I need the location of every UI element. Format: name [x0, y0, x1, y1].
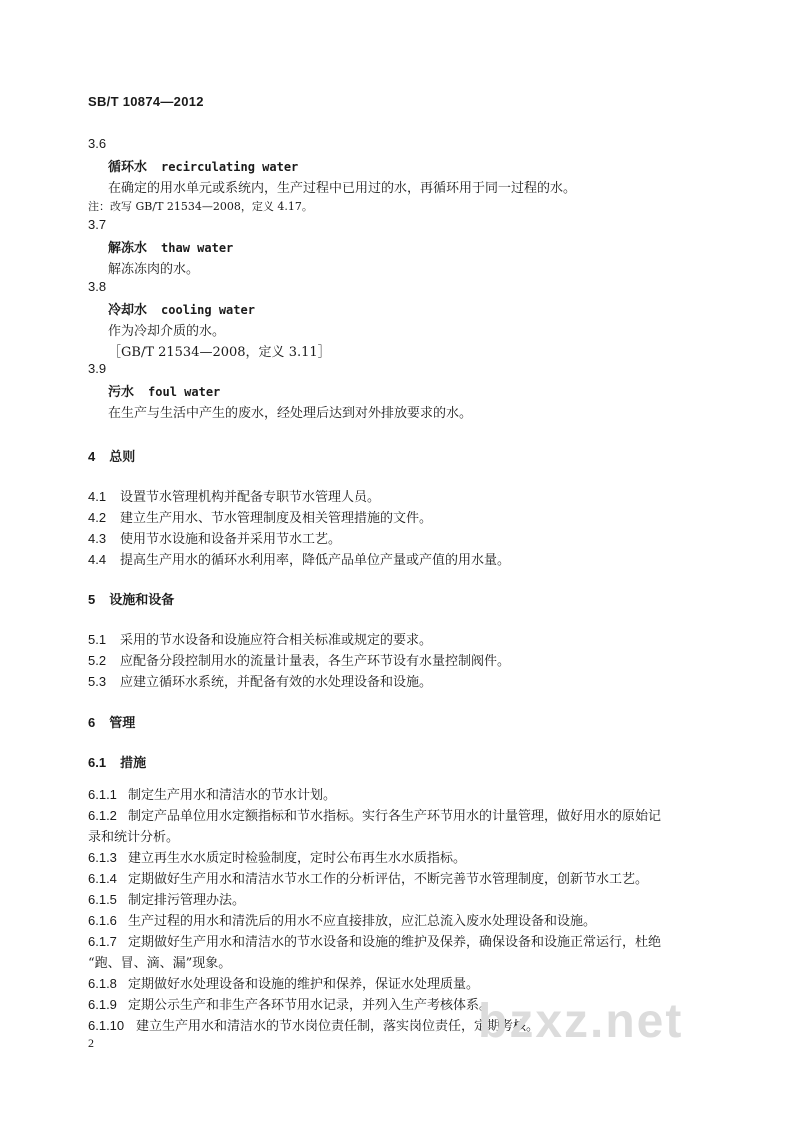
term-definition: 作为冷却介质的水。	[108, 324, 226, 339]
term-heading	[108, 237, 233, 256]
term-en: recirculating water	[161, 160, 299, 174]
clause: 6.1.2 制定产品单位用水定额指标和节水指标。实行各生产环节用水的计量管理，做好用水的原始记	[88, 808, 662, 824]
clause: 6.1.1 制定生产用水和清洁水的节水计划。	[88, 787, 337, 803]
page-number: 2	[88, 1036, 94, 1050]
term-number: 3.6	[88, 136, 107, 151]
term-heading	[108, 299, 255, 318]
term-definition: 在确定的用水单元或系统内，生产过程中已用过的水，再循环用于同一过程的水。	[108, 181, 577, 196]
term-definition: 解冻冻肉的水。	[108, 262, 200, 277]
term-note: 注：改写 GB/T 21534—2008，定义 4.17。	[88, 200, 313, 213]
clause: 6.1.6 生产过程的用水和清洗后的用水不应直接排放，应汇总流入废水处理设备和设施。	[88, 913, 597, 929]
section-heading: 6 管理	[88, 715, 136, 731]
clause: 4.4 提高生产用水的循环水利用率，降低产品单位产量或产值的用水量。	[88, 552, 511, 568]
clause: 5.2 应配备分段控制用水的流量计量表，各生产环节设有水量控制阀件。	[88, 653, 511, 669]
watermark: bzxz.net	[478, 995, 684, 1048]
clause: 6.1.5 制定排污管理办法。	[88, 892, 246, 908]
term-zh: 污水	[108, 385, 135, 400]
section-heading: 5 设施和设备	[88, 592, 175, 608]
standard-number: SB/T 10874—2012	[88, 94, 204, 109]
clause: 6.1.10 建立生产用水和清洁水的节水岗位责任制，落实岗位责任，定期考核。	[88, 1018, 540, 1034]
clause: 6.1.4 定期做好生产用水和清洁水节水工作的分析评估，不断完善节水管理制度，创新节水工艺。	[88, 871, 649, 887]
clause: 4.3 使用节水设施和设备并采用节水工艺。	[88, 531, 342, 547]
term-en: thaw water	[161, 241, 234, 255]
term-source: ［GB/T 21534—2008，定义 3.11］	[108, 345, 331, 360]
term-heading	[108, 156, 298, 175]
clause: 6.1.8 定期做好水处理设备和设施的维护和保养，保证水处理质量。	[88, 976, 480, 992]
term-en: cooling water	[161, 303, 255, 317]
clause: 5.1 采用的节水设备和设施应符合相关标准或规定的要求。	[88, 632, 433, 648]
section-heading: 4 总则	[88, 449, 136, 465]
term-zh: 冷却水	[108, 303, 148, 318]
clause: 4.2 建立生产用水、节水管理制度及相关管理措施的文件。	[88, 510, 433, 526]
clause: 6.1.3 建立再生水水质定时检验制度，定时公布再生水水质指标。	[88, 850, 467, 866]
clause: 6.1.7 定期做好生产用水和清洁水的节水设备和设施的维护及保养，确保设备和设施正常运行，杜绝	[88, 934, 662, 950]
clause: 6.1.9 定期公示生产和非生产各环节用水记录，并列入生产考核体系。	[88, 997, 493, 1013]
term-en: foul water	[148, 385, 221, 399]
term-number: 3.9	[88, 361, 107, 376]
term-zh: 解冻水	[108, 241, 148, 256]
clause: 5.3 应建立循环水系统，并配备有效的水处理设备和设施。	[88, 674, 433, 690]
clause-continuation: 录和统计分析。	[88, 830, 180, 845]
term-heading	[108, 381, 220, 400]
term-definition: 在生产与生活中产生的废水，经处理后达到对外排放要求的水。	[108, 406, 473, 421]
clause-continuation: “跑、冒、滴、漏”现象。	[88, 956, 232, 971]
term-zh: 循环水	[108, 160, 148, 175]
subsection-heading: 6.1 措施	[88, 755, 147, 771]
term-number: 3.7	[88, 217, 107, 232]
clause: 4.1 设置节水管理机构并配备专职节水管理人员。	[88, 489, 381, 505]
term-number: 3.8	[88, 279, 107, 294]
